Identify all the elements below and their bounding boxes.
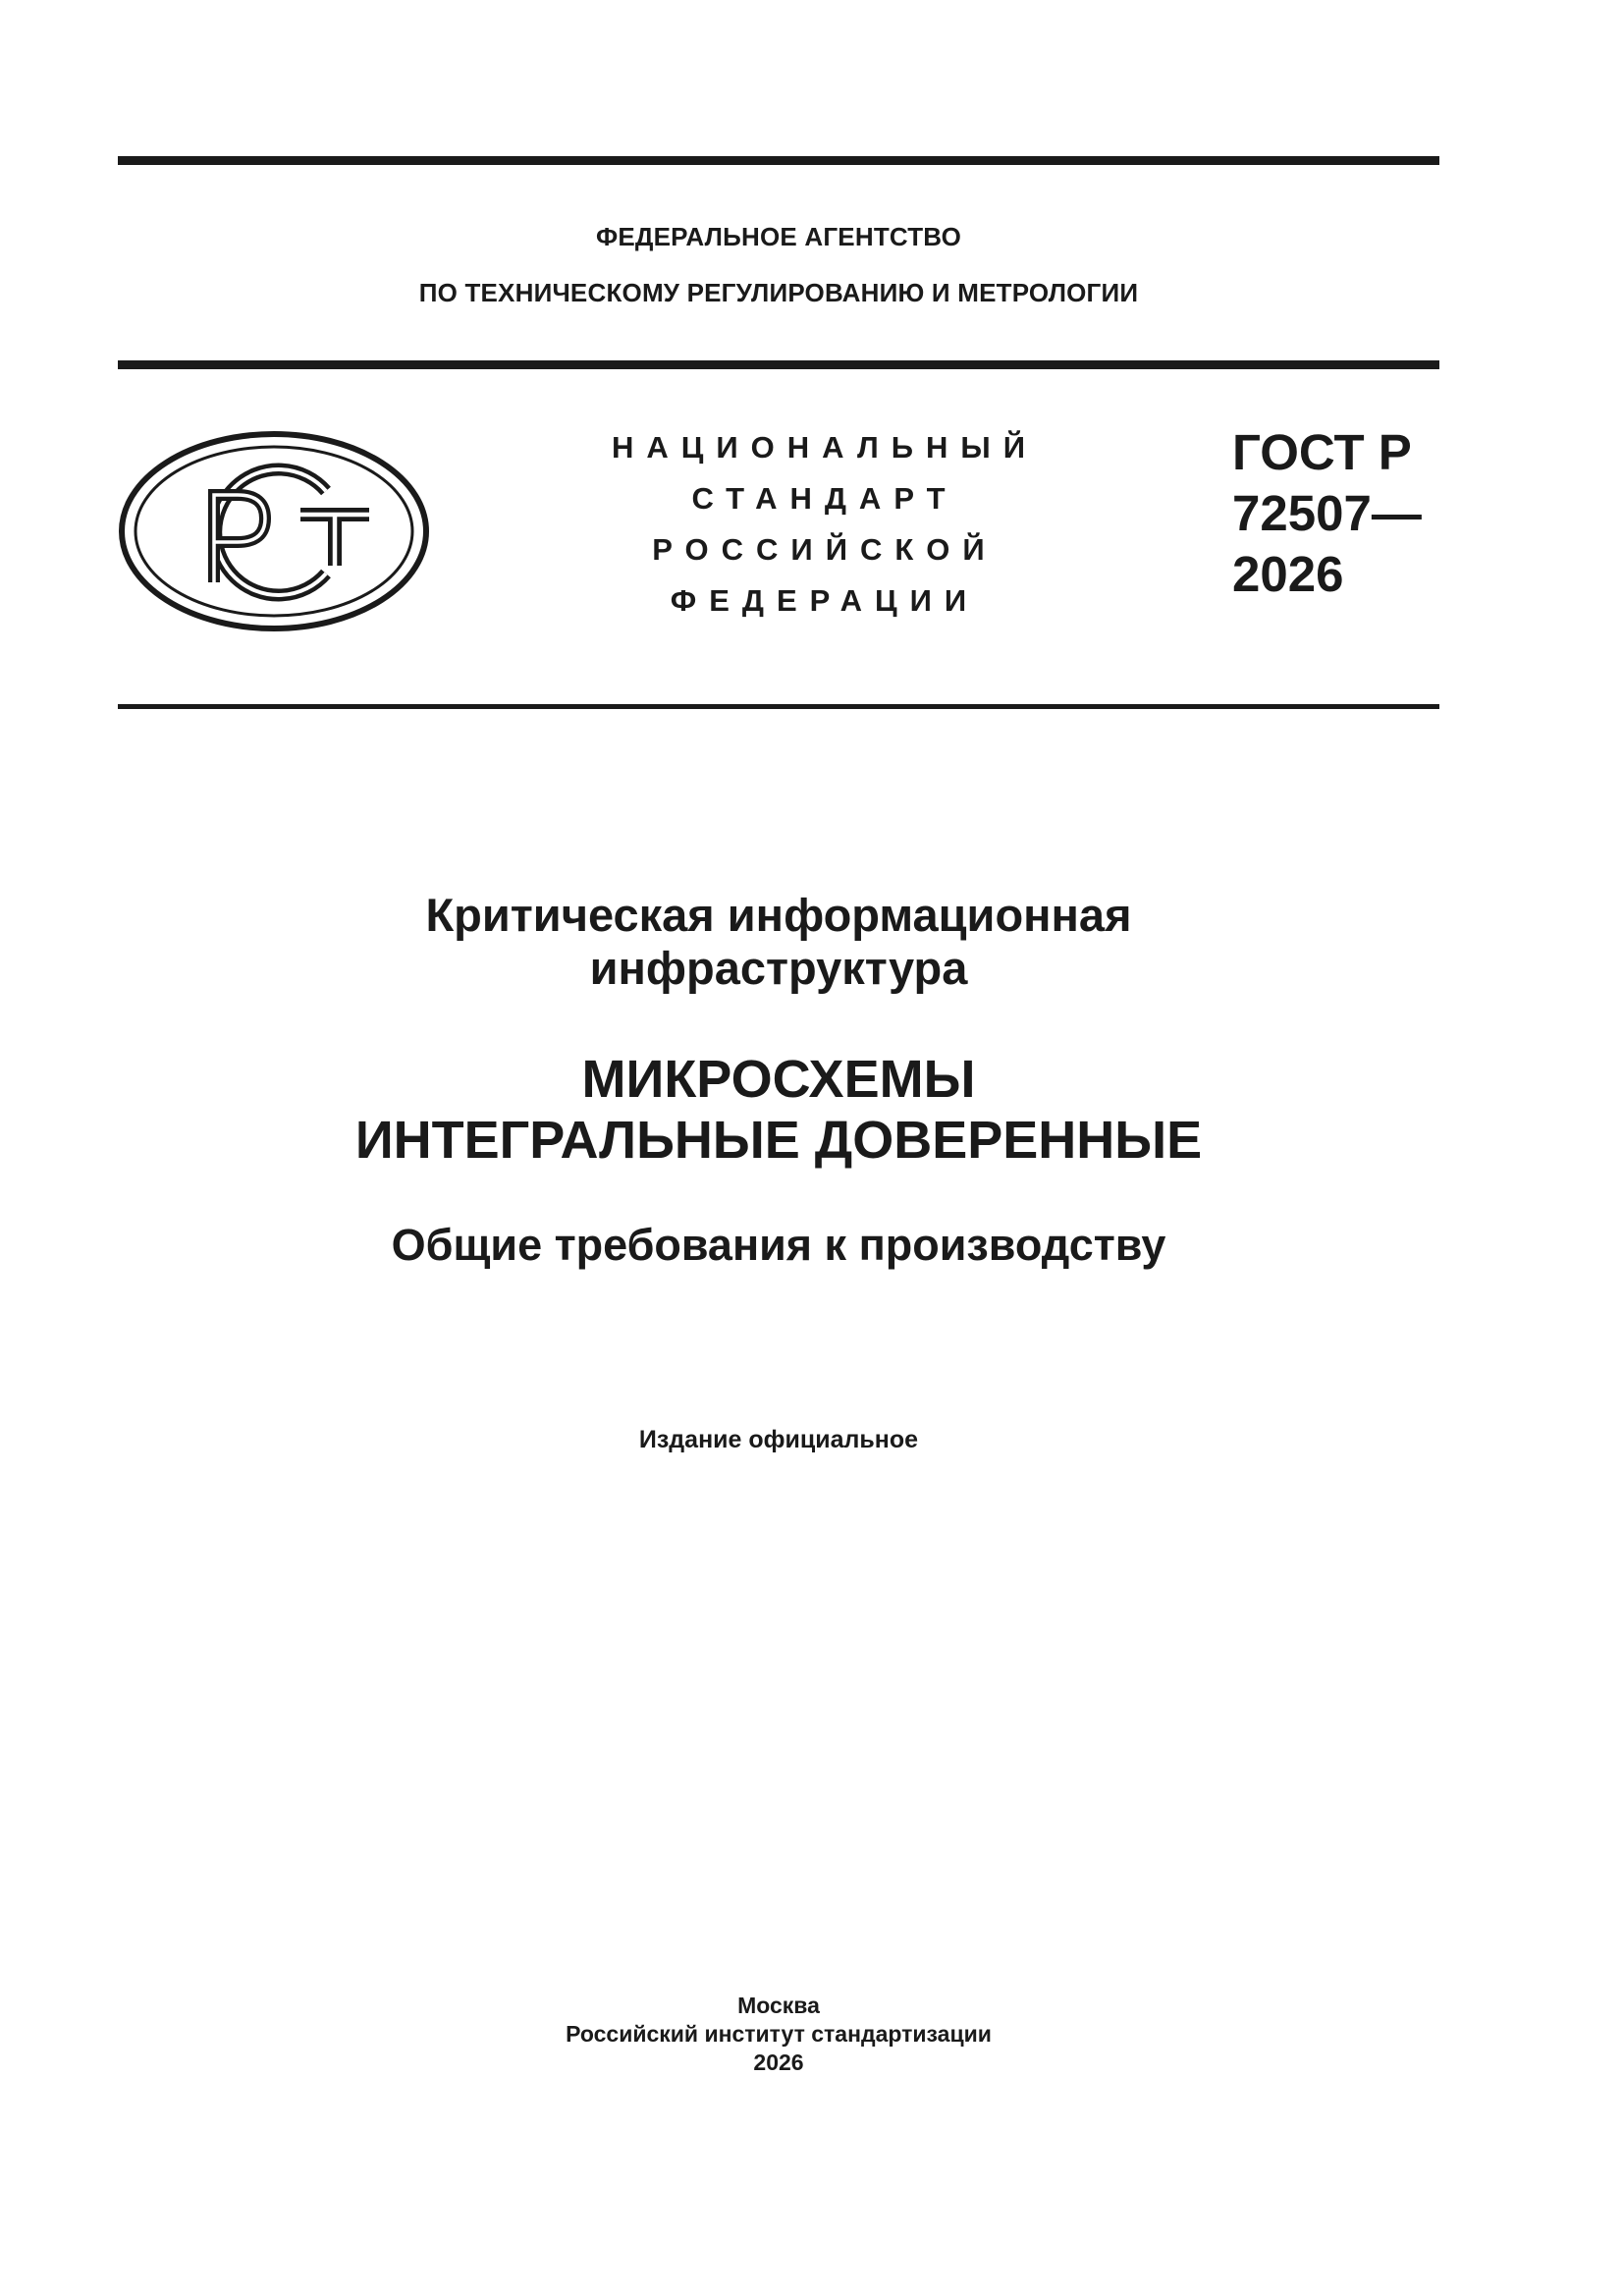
rst-certification-mark-icon bbox=[118, 430, 430, 632]
title-subject-line-1: Критическая информационная bbox=[425, 889, 1132, 941]
imprint-city: Москва bbox=[737, 1993, 820, 2018]
designation-line-1: ГОСТ Р bbox=[1232, 424, 1412, 480]
standard-type-line-1: НАЦИОНАЛЬНЫЙ bbox=[611, 430, 1039, 465]
standard-type-line-4: ФЕДЕРАЦИИ bbox=[670, 583, 980, 618]
title-main-line-2: ИНТЕГРАЛЬНЫЕ ДОВЕРЕННЫЕ bbox=[354, 1111, 1203, 1170]
header-rule bbox=[118, 360, 1439, 369]
designation-line-3: 2026 bbox=[1232, 546, 1344, 602]
edition-note: Издание официальное bbox=[638, 1426, 919, 1453]
title-subtitle: Общие требования к производству bbox=[391, 1220, 1166, 1270]
top-rule bbox=[118, 156, 1439, 165]
agency-name-line-1: ФЕДЕРАЛЬНОЕ АГЕНТСТВО bbox=[595, 222, 962, 251]
title-main-line-1: МИКРОСХЕМЫ bbox=[581, 1050, 976, 1109]
standard-type-label bbox=[550, 422, 1100, 627]
title-subject bbox=[0, 889, 1557, 995]
standard-type-line-3: РОССИЙСКОЙ bbox=[652, 532, 998, 567]
section-rule bbox=[118, 704, 1439, 709]
standard-type-line-2: СТАНДАРТ bbox=[691, 481, 958, 516]
agency-name-line-2: ПО ТЕХНИЧЕСКОМУ РЕГУЛИРОВАНИЮ И МЕТРОЛОГИИ bbox=[418, 278, 1139, 307]
imprint bbox=[0, 1992, 1557, 2077]
imprint-publisher: Российский институт стандартизации bbox=[566, 2021, 992, 2047]
title-subject-line-2: инфраструктура bbox=[589, 942, 968, 994]
standard-designation bbox=[1232, 422, 1422, 605]
designation-line-2: 72507— bbox=[1232, 485, 1422, 541]
title-main bbox=[0, 1049, 1557, 1171]
imprint-year: 2026 bbox=[753, 2050, 804, 2075]
